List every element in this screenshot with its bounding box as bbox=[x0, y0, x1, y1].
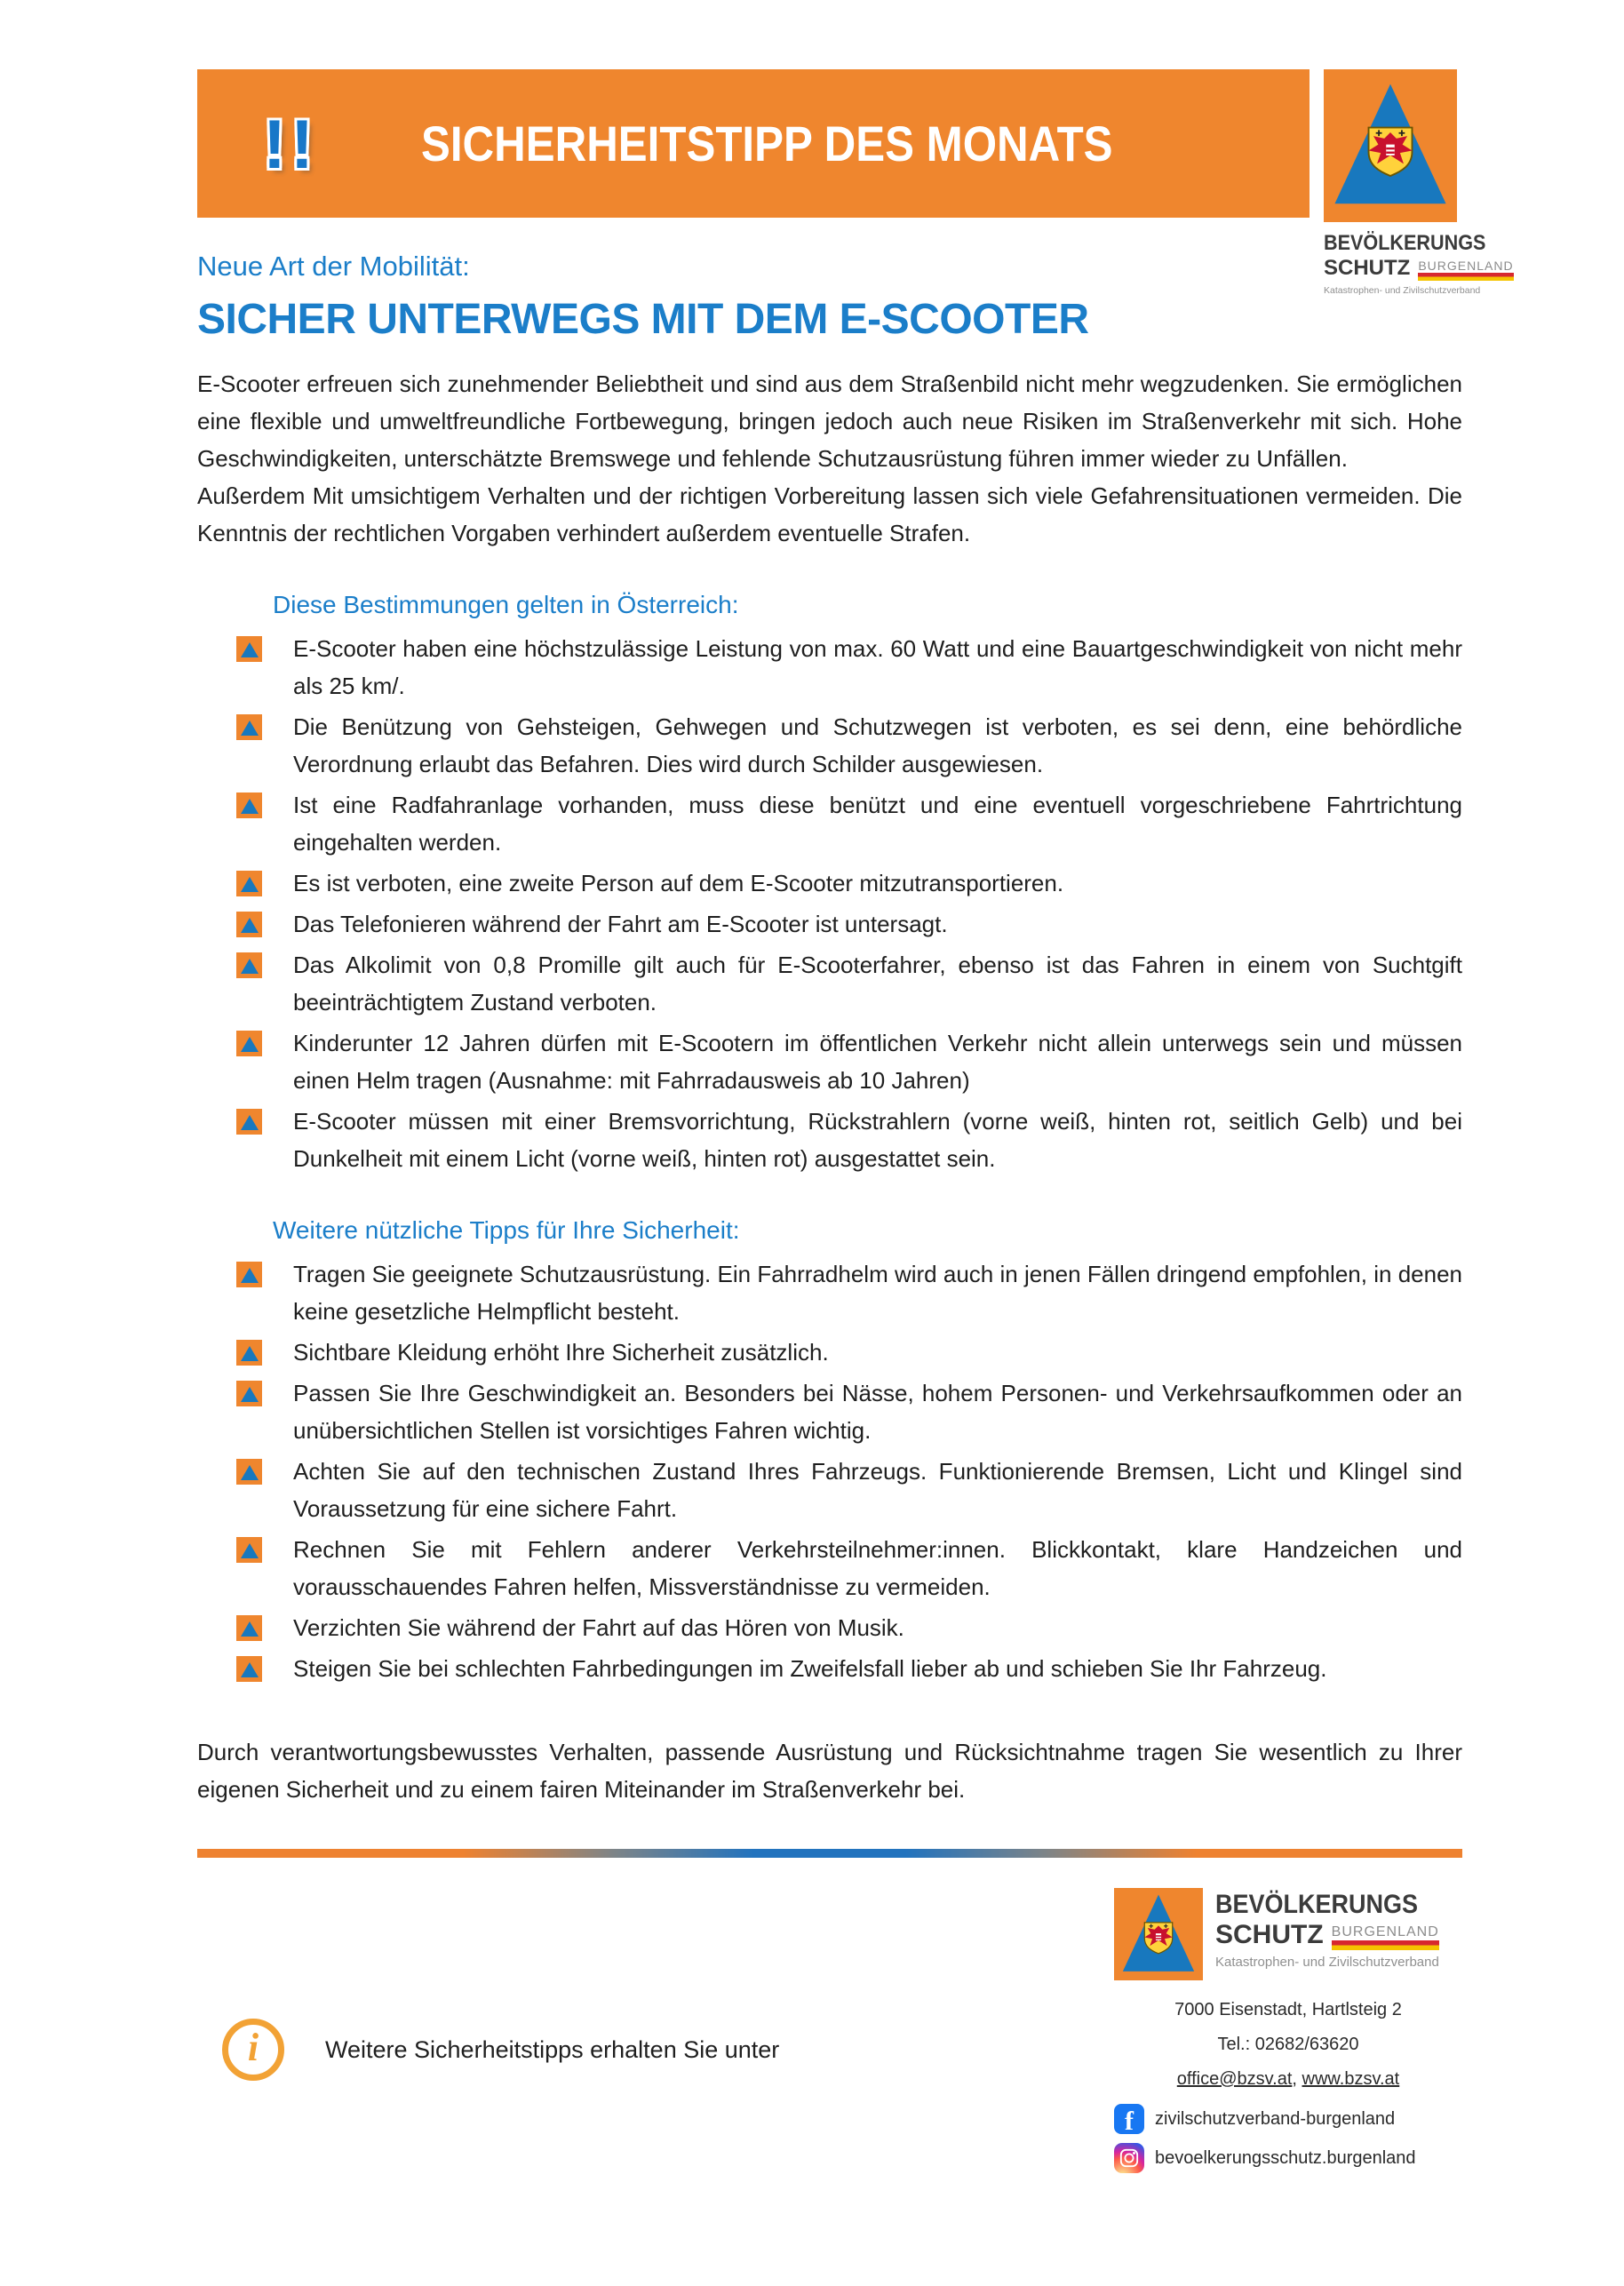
burgenland-flag-bars bbox=[1332, 1940, 1439, 1950]
list-item-text: Rechnen Sie mit Fehlern anderer Verkehrsteilnehmer:innen. Blickkontakt, klare Handzeichen und vorausschauendes Fahren helfen, Missverständnisse zu vermeiden. bbox=[293, 1536, 1462, 1600]
logo-bullet-icon bbox=[236, 952, 262, 978]
logo-line2: SCHUTZ bbox=[1324, 256, 1411, 280]
logo-bullet-icon bbox=[236, 871, 262, 896]
facebook-row bbox=[1114, 2104, 1462, 2134]
logo-bullet-icon bbox=[236, 636, 262, 662]
closing-paragraph: Durch verantwortungsbewusstes Verhalten, passende Ausrüstung und Rücksichtnahme tragen Sie wesentlich zu Ihrer eigenen Sicherheit und zu einem fairen Miteinander im Straßenverkehr bei. bbox=[197, 1739, 1462, 1803]
instagram-row bbox=[1114, 2143, 1462, 2173]
banner-title-text: SICHERHEITSTIPP DES MONATS bbox=[420, 115, 1113, 171]
list-item bbox=[197, 630, 1462, 705]
section-heading-regulations: Diese Bestimmungen gelten in Österreich: bbox=[273, 591, 739, 618]
list-item bbox=[197, 1374, 1462, 1449]
list-item-text: Verzichten Sie während der Fahrt auf das Hören von Musik. bbox=[293, 1614, 904, 1641]
logo-bullet-icon bbox=[236, 1381, 262, 1406]
facebook-handle[interactable]: zivilschutzverband-burgenland bbox=[1155, 2108, 1396, 2129]
list-item-text: Passen Sie Ihre Geschwindigkeit an. Besonders bei Nässe, hohem Personen- und Verkehrsaufkommen oder an unübersichtlichen Stellen ist vorsichtiges Fahren wichtig. bbox=[293, 1380, 1462, 1444]
list-item-text: Achten Sie auf den technischen Zustand Ihres Fahrzeugs. Funktionierende Bremsen, Licht und Klingel sind Voraussetzung für eine sichere Fahrt. bbox=[293, 1458, 1462, 1522]
triangle-icon bbox=[241, 877, 259, 892]
list-item-text: Sichtbare Kleidung erhöht Ihre Sicherheit zusätzlich. bbox=[293, 1339, 829, 1366]
logo-wordmark-footer bbox=[1215, 1890, 1440, 1970]
triangle-icon bbox=[241, 1465, 259, 1480]
list-item bbox=[197, 1609, 1462, 1646]
list-item-text: Es ist verboten, eine zweite Person auf dem E-Scooter mitzutransportieren. bbox=[293, 870, 1064, 896]
list-item bbox=[197, 905, 1462, 943]
list-item-text: Tragen Sie geeignete Schutzausrüstung. Ein Fahrradhelm wird auch in jenen Fällen dringend empfohlen, in denen keine gesetzliche Helmpflicht besteht. bbox=[293, 1261, 1462, 1325]
list-item-text: Das Alkolimit von 0,8 Promille gilt auch für E-Scooterfahrer, ebenso ist das Fahren in einem von Suchtgift beeinträchtigtem Zustand verboten. bbox=[293, 952, 1462, 1016]
list-item-text: Die Benützung von Gehsteigen, Gehwegen und Schutzwegen ist verboten, es sei denn, eine behördliche Verordnung erlaubt das Befahren. Dies wird durch Schilder ausgewiesen. bbox=[293, 713, 1462, 777]
banner-title bbox=[421, 115, 1207, 172]
org-logo-footer bbox=[1114, 1888, 1462, 1980]
logo-bullet-icon bbox=[236, 714, 262, 740]
list-item bbox=[197, 864, 1462, 902]
footer-phone: Tel.: 02682/63620 bbox=[1217, 2035, 1359, 2054]
header-banner bbox=[197, 69, 1310, 218]
logo-line1: BEVÖLKERUNGS bbox=[1215, 1890, 1419, 1919]
triangle-icon bbox=[241, 1621, 259, 1637]
triangle-icon bbox=[241, 1346, 259, 1361]
list-item bbox=[197, 786, 1462, 861]
list-item-text: Ist eine Radfahranlage vorhanden, muss diese benützt und eine eventuell vorgeschriebene Fahrtrichtung eingehalten werden. bbox=[293, 792, 1462, 856]
list-item-text: Kinderunter 12 Jahren dürfen mit E-Scootern im öffentlichen Verkehr nicht allein unterwegs sein und müssen einen Helm tragen (Ausnahme: mit Fahrradausweis ab 10 Jahren) bbox=[293, 1030, 1462, 1094]
footer-contact-block bbox=[1114, 1888, 1462, 2182]
logo-bullet-icon bbox=[236, 1262, 262, 1287]
logo-region-block bbox=[1418, 259, 1513, 281]
logo-bullet-icon bbox=[236, 1615, 262, 1641]
logo-bullet-icon bbox=[236, 793, 262, 818]
logo-line1: BEVÖLKERUNGS bbox=[1324, 231, 1486, 255]
triangle-icon bbox=[241, 1115, 259, 1130]
footer-links bbox=[1114, 2069, 1462, 2090]
email-link[interactable]: office@bzsv.at bbox=[1176, 2069, 1293, 2089]
triangle-icon bbox=[241, 721, 259, 736]
page-kicker: Neue Art der Mobilität: bbox=[197, 251, 470, 282]
list-item-text: Steigen Sie bei schlechten Fahrbedingungen im Zweifelsfall lieber ab und schieben Sie Ihr Fahrzeug. bbox=[293, 1655, 1327, 1682]
logo-region-block bbox=[1332, 1924, 1439, 1950]
triangle-icon bbox=[241, 959, 259, 974]
double-exclamation-icon: !! bbox=[263, 104, 318, 183]
logo-wordmark bbox=[1324, 231, 1514, 296]
triangle-icon bbox=[241, 918, 259, 933]
list-item bbox=[197, 1531, 1462, 1605]
list-item-text: E-Scooter haben eine höchstzulässige Leistung von max. 60 Watt und eine Bauartgeschwindigkeit von nicht mehr als 25 km/. bbox=[293, 635, 1462, 699]
list-item bbox=[197, 1024, 1462, 1099]
list-item bbox=[197, 708, 1462, 783]
list-item bbox=[197, 1650, 1462, 1687]
footer-contact-lines bbox=[1114, 2000, 1462, 2090]
logo-bullet-icon bbox=[236, 1459, 262, 1485]
triangle-icon bbox=[241, 1543, 259, 1558]
logo-triangle-icon bbox=[1118, 1892, 1198, 1977]
list-item bbox=[197, 946, 1462, 1021]
instagram-icon[interactable] bbox=[1114, 2143, 1144, 2173]
document-body bbox=[197, 251, 1462, 2182]
burgenland-flag-bars bbox=[1418, 273, 1513, 281]
list-item-text: Das Telefonieren während der Fahrt am E-Scooter ist untersagt. bbox=[293, 911, 948, 937]
logo-bullet-icon bbox=[236, 1109, 262, 1135]
website-link[interactable]: www.bzsv.at bbox=[1302, 2069, 1400, 2089]
logo-bullet-icon bbox=[236, 1340, 262, 1366]
triangle-icon bbox=[241, 1268, 259, 1283]
regulations-list bbox=[197, 630, 1462, 1177]
org-logo-top bbox=[1324, 69, 1514, 296]
list-item bbox=[197, 1453, 1462, 1527]
link-separator: , bbox=[1292, 2069, 1302, 2089]
info-text: Weitere Sicherheitstipps erhalten Sie unter bbox=[325, 2035, 780, 2063]
facebook-icon-glyph: f bbox=[1125, 2106, 1134, 2134]
logo-emblem-footer bbox=[1114, 1888, 1203, 1980]
triangle-icon bbox=[241, 799, 259, 814]
list-item bbox=[197, 1334, 1462, 1371]
list-item bbox=[197, 1255, 1462, 1330]
triangle-icon bbox=[241, 1037, 259, 1052]
footer-address: 7000 Eisenstadt, Hartlsteig 2 bbox=[1174, 2000, 1402, 2019]
intro-paragraph-1: E-Scooter erfreuen sich zunehmender Beliebtheit und sind aus dem Straßenbild nicht mehr wegzudenken. Sie ermöglichen eine flexible und umweltfreundliche Fortbewegung, bringen jedoch auch neue Risiken im Straßenverkehr mit sich. Hohe Geschwindigkeiten, unterschätzte Bremswege und fehlende Schutzausrüstung führen immer wieder zu Unfällen. bbox=[197, 370, 1462, 472]
logo-subtitle: Katastrophen- und Zivilschutzverband bbox=[1324, 285, 1481, 296]
list-item-text: E-Scooter müssen mit einer Bremsvorrichtung, Rückstrahlern (vorne weiß, hinten rot, seitlich Gelb) und bei Dunkelheit mit einem Licht (vorne weiß, hinten rot) ausgestattet sein. bbox=[293, 1108, 1462, 1172]
triangle-icon bbox=[241, 1662, 259, 1677]
tips-list bbox=[197, 1255, 1462, 1687]
intro-paragraph-2: Außerdem Mit umsichtigem Verhalten und der richtigen Vorbereitung lassen sich viele Gefahrensituationen vermeiden. Die Kenntnis der rechtlichen Vorgaben verhindert außerdem eventuelle Strafen. bbox=[197, 482, 1462, 546]
logo-region: BURGENLAND bbox=[1418, 259, 1514, 273]
logo-emblem bbox=[1324, 69, 1457, 222]
facebook-icon[interactable] bbox=[1114, 2104, 1144, 2134]
page-title: SICHER UNTERWEGS MIT DEM E-SCOOTER bbox=[197, 296, 1089, 343]
logo-line2: SCHUTZ bbox=[1215, 1920, 1324, 1949]
footer-info bbox=[222, 2014, 779, 2085]
triangle-icon bbox=[241, 1387, 259, 1402]
camera-icon bbox=[1119, 2148, 1139, 2168]
footer-divider bbox=[197, 1849, 1462, 1858]
triangle-icon bbox=[241, 642, 259, 657]
logo-region: BURGENLAND bbox=[1331, 1924, 1439, 1940]
section-heading-tips: Weitere nützliche Tipps für Ihre Sicherheit: bbox=[273, 1216, 740, 1244]
logo-bullet-icon bbox=[236, 1656, 262, 1682]
logo-bullet-icon bbox=[236, 1537, 262, 1563]
list-item bbox=[197, 1103, 1462, 1177]
instagram-handle[interactable]: bevoelkerungsschutz.burgenland bbox=[1155, 2147, 1416, 2168]
info-icon bbox=[222, 2019, 284, 2081]
logo-triangle-icon bbox=[1330, 76, 1451, 215]
logo-bullet-icon bbox=[236, 912, 262, 937]
logo-subtitle: Katastrophen- und Zivilschutzverband bbox=[1215, 1955, 1439, 1970]
info-icon-glyph: i bbox=[247, 2026, 259, 2069]
footer bbox=[197, 1888, 1462, 2182]
logo-bullet-icon bbox=[236, 1031, 262, 1056]
